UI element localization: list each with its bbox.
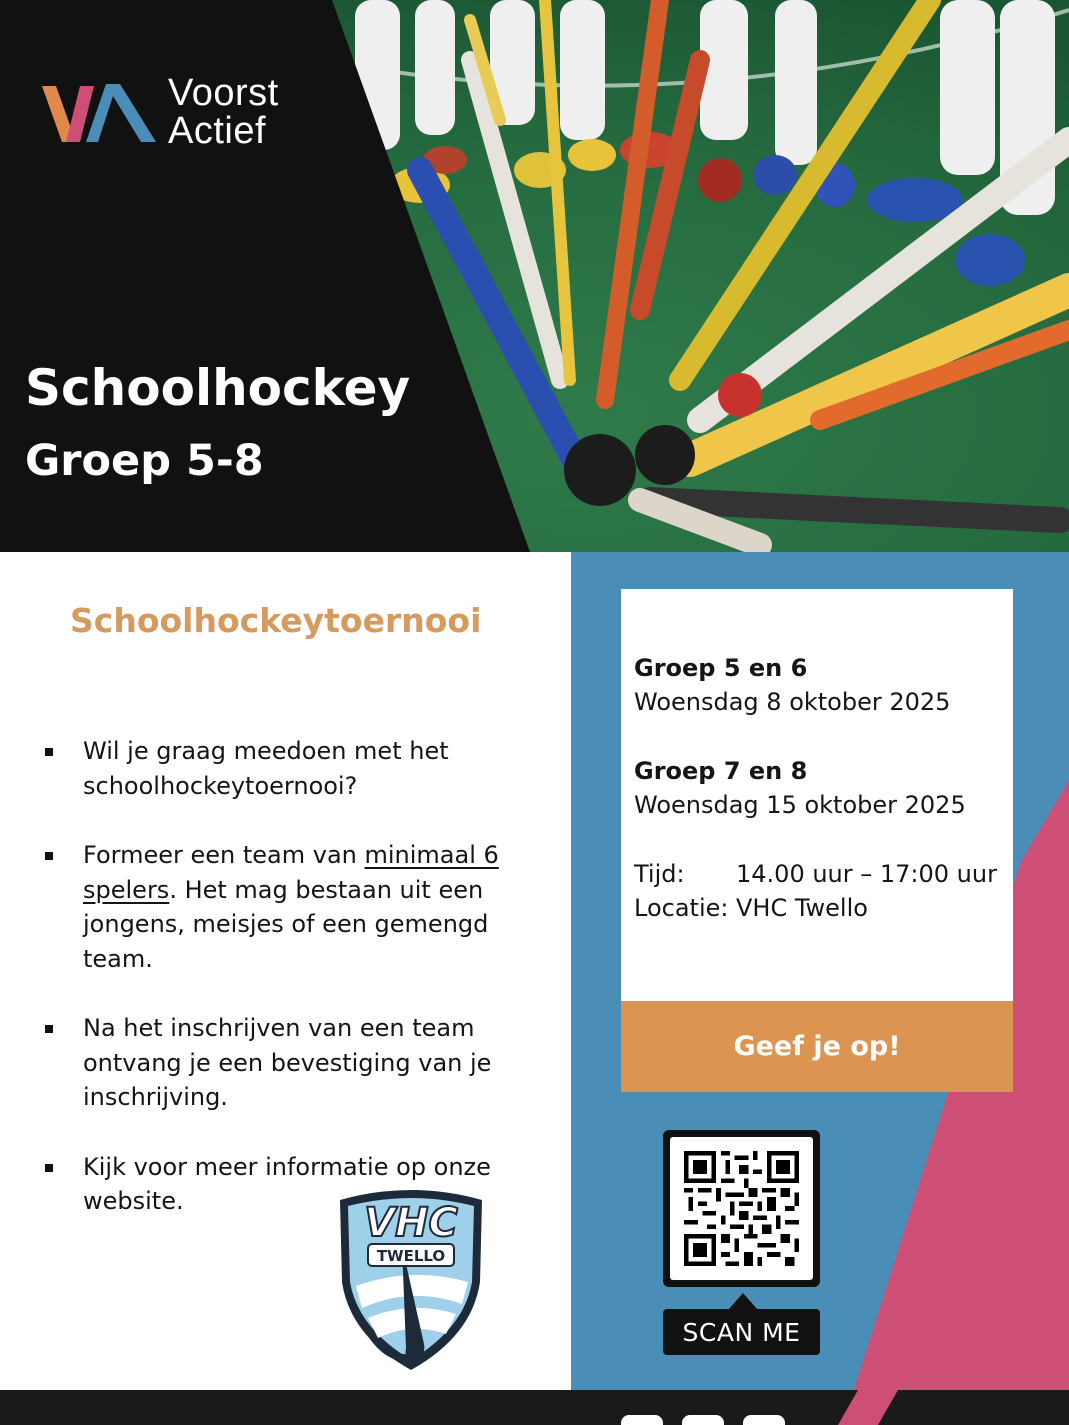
bullet-text-pre: Formeer een team van: [83, 841, 365, 869]
voorst-actief-logo: [40, 74, 310, 154]
vhc-logo-text: VHC: [364, 1200, 458, 1246]
bullet-item: [38, 734, 538, 803]
time-row: [634, 857, 1004, 891]
email-icon[interactable]: [621, 1415, 663, 1425]
facebook-icon[interactable]: [743, 1415, 785, 1425]
page-subtitle: Groep 5-8: [25, 436, 264, 486]
vhc-logo-subtext: TWELLO: [376, 1247, 446, 1265]
bullet-item: [38, 838, 538, 976]
qr-code-icon: [684, 1151, 799, 1266]
bullet-list: [38, 734, 538, 1254]
group-title: Groep 7 en 8: [634, 757, 808, 785]
event-details: [634, 651, 1004, 925]
logo-line1: Voorst: [168, 72, 279, 114]
location-label: Locatie:: [634, 894, 729, 922]
header: [0, 0, 1069, 552]
bullet-text-post: . Het mag bestaan uit een jongens, meisjes of een gemengd team.: [83, 875, 489, 973]
bullet-underlined-text: minimaal 6 spelers: [83, 841, 499, 904]
signup-button[interactable]: Geef je op!: [621, 1001, 1013, 1092]
instagram-icon[interactable]: [682, 1415, 724, 1425]
footer-pink-stripe: [838, 1390, 898, 1425]
group-date: Woensdag 8 oktober 2025: [634, 688, 951, 716]
time-value: 14.00 uur – 17:00 uur: [736, 860, 997, 888]
qr-code[interactable]: [663, 1130, 820, 1287]
logo-line2: Actief: [168, 110, 267, 152]
bullet-text: Na het inschrijven van een team ontvang je een bevestiging van je inschrijving.: [83, 1014, 492, 1111]
group-title: Groep 5 en 6: [634, 654, 808, 682]
location-row: [634, 891, 1004, 925]
qr-code-inner: [670, 1137, 813, 1280]
details-column: [571, 552, 1069, 1390]
location-value: VHC Twello: [736, 894, 868, 922]
info-column: [0, 552, 571, 1390]
bullet-text: Wil je graag meedoen met het schoolhockeytoernooi?: [83, 737, 449, 800]
bullet-item: [38, 1011, 538, 1115]
scan-arrow: [729, 1293, 757, 1309]
page-title: Schoolhockey: [25, 359, 411, 417]
scan-me-label: SCAN ME: [663, 1309, 820, 1355]
vhc-twello-logo: [332, 1186, 490, 1374]
section-title: Schoolhockeytoernooi: [70, 601, 482, 640]
time-label: Tijd:: [634, 860, 685, 888]
bullet-text: Kijk voor meer informatie op onze website.: [83, 1152, 491, 1215]
logo-wordmark: [168, 74, 279, 150]
footer-bar: [0, 1390, 1069, 1425]
event-details-card: [621, 589, 1013, 1001]
voorst-actief-logo-mark: [40, 80, 160, 150]
group-date: Woensdag 15 oktober 2025: [634, 791, 966, 819]
